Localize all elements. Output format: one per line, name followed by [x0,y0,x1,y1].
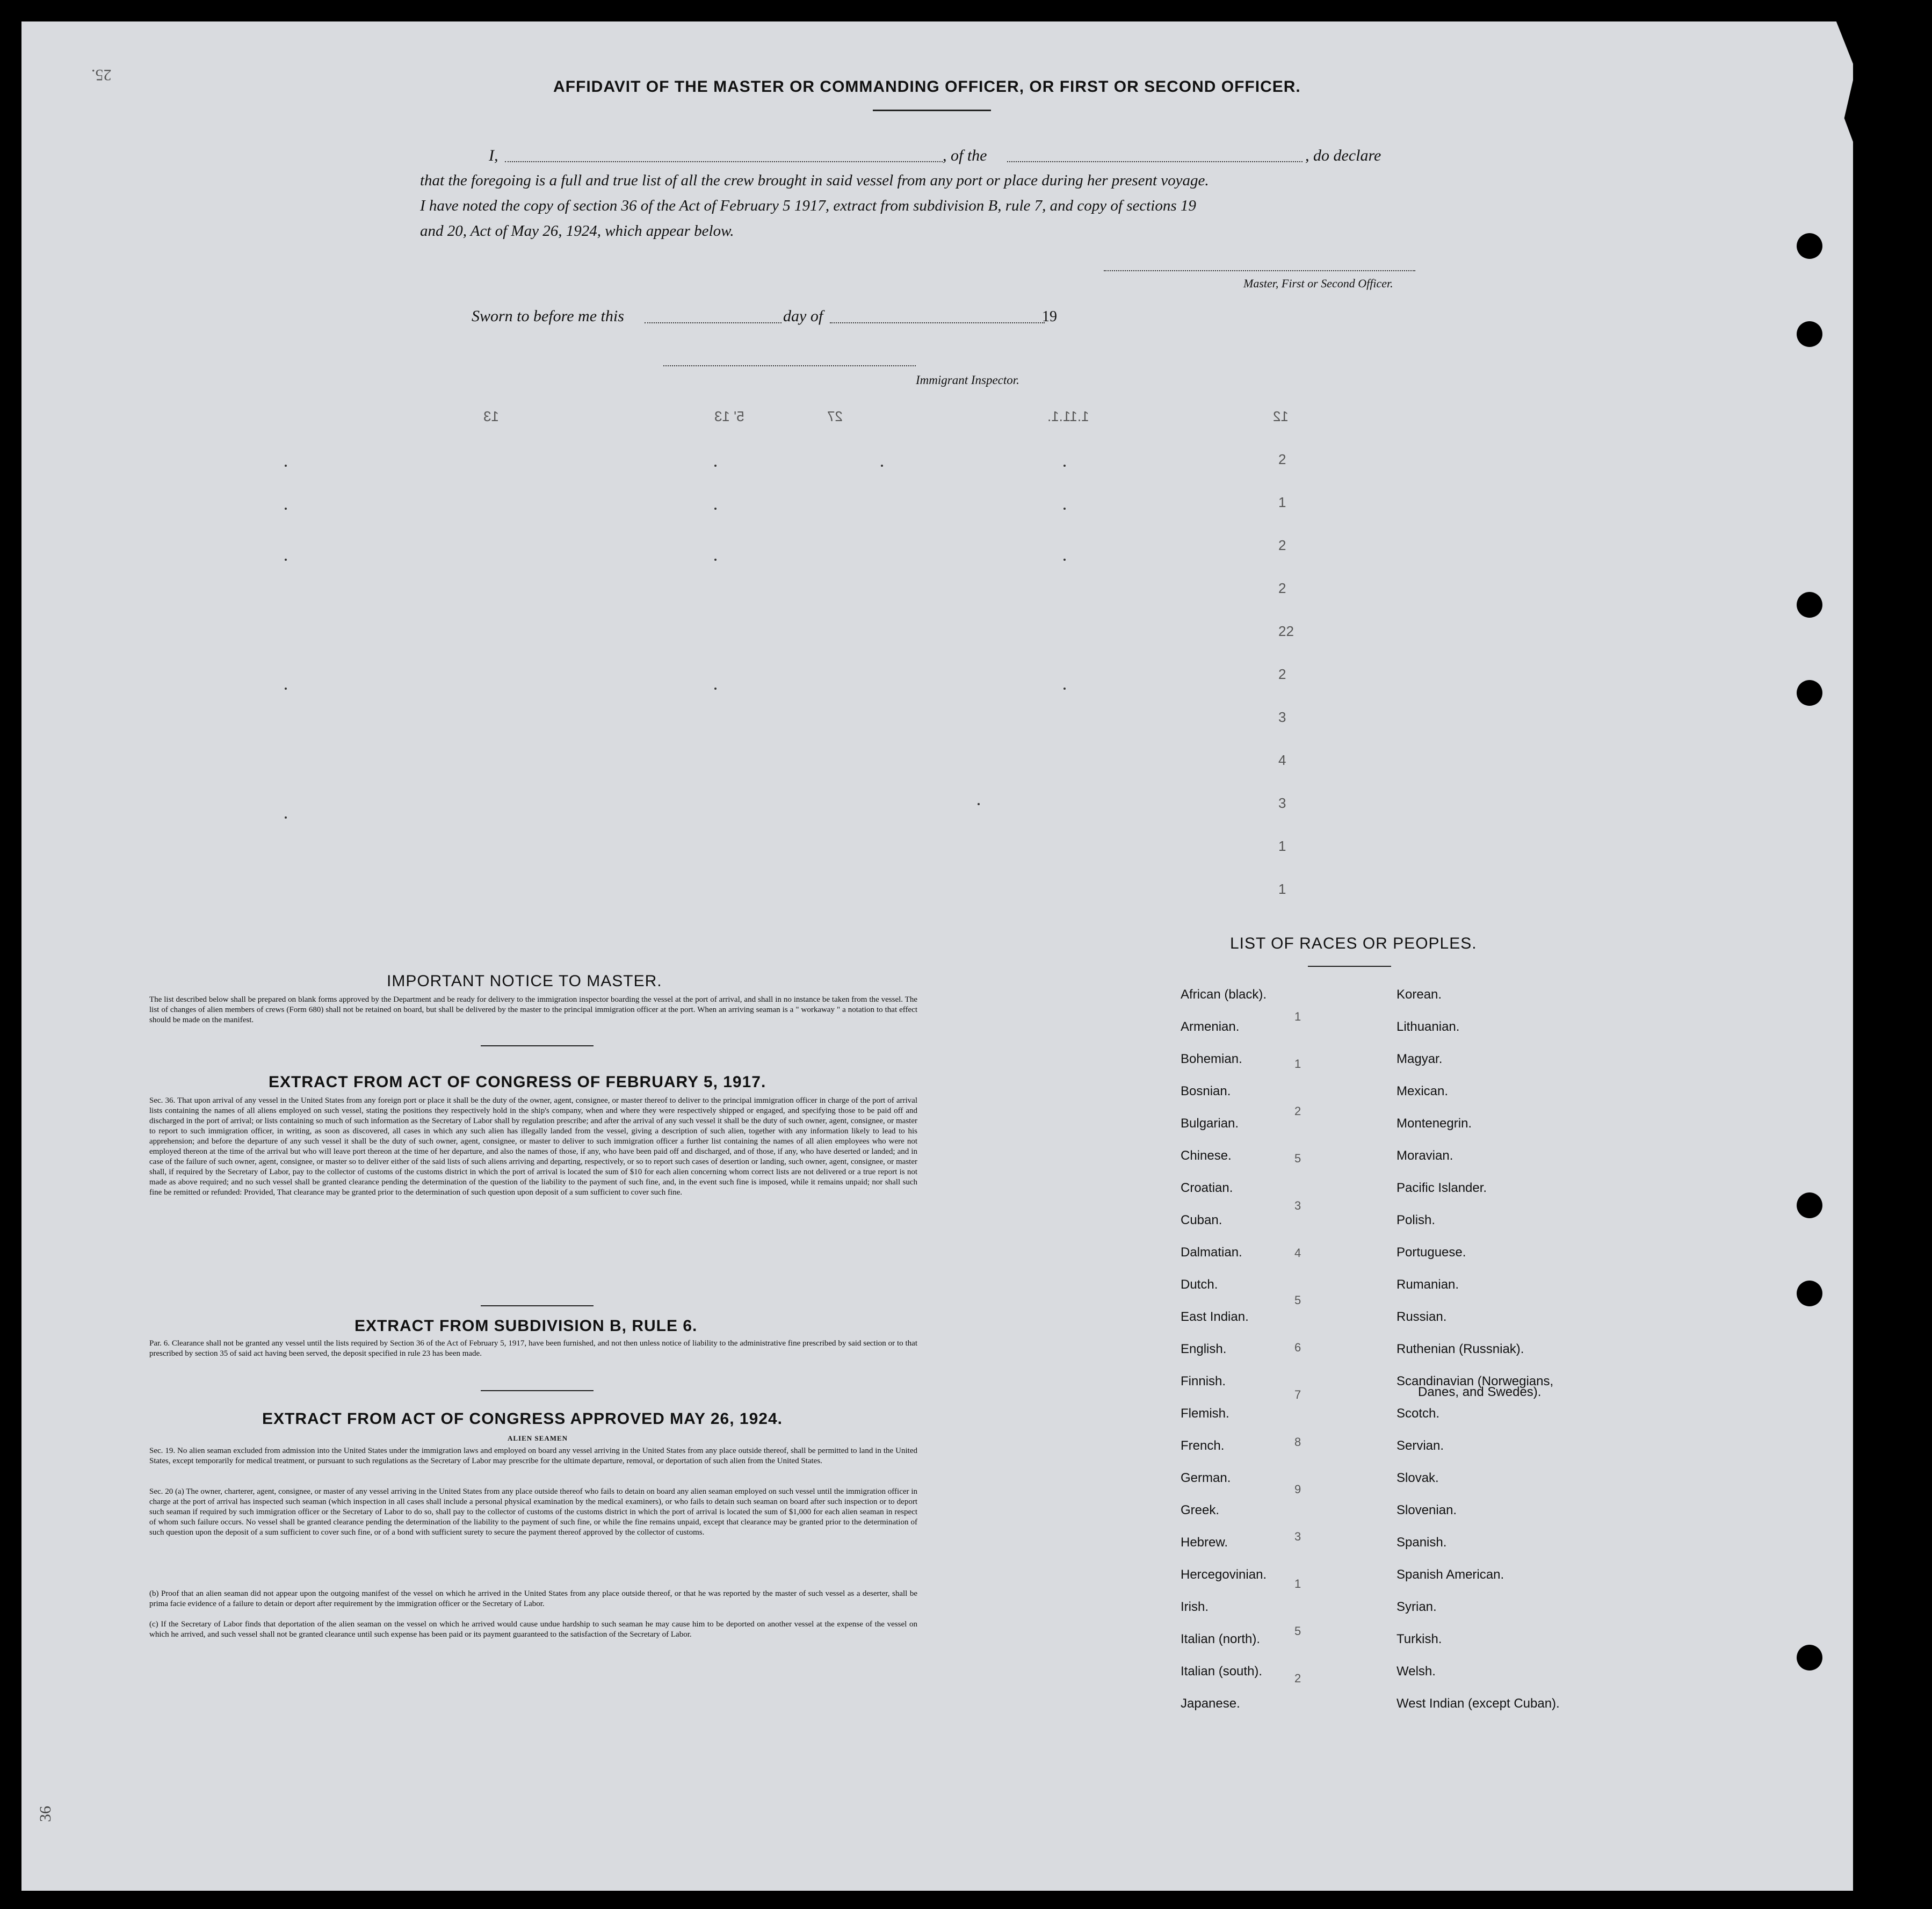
race-item: Spanish American. [1396,1567,1504,1582]
race-item: Danes, and Swedes). [1418,1385,1542,1399]
tally-mark: 3 [1294,1199,1301,1212]
race-item: Croatian. [1181,1181,1233,1195]
tally-mark: 1 [1294,1577,1301,1590]
affidavit-line1-prefix: I, [489,147,498,164]
ghost-mark: 2 [1278,537,1286,553]
tally-mark: 4 [1294,1246,1301,1260]
affidavit-line1-suffix: , do declare [1305,147,1381,164]
extract-1917-title: EXTRACT FROM ACT OF CONGRESS OF FEBRUARY 5, 1917. [269,1073,766,1091]
race-item: Lithuanian. [1396,1019,1460,1034]
inspector-blank[interactable] [663,365,916,366]
race-item: Dutch. [1181,1277,1218,1292]
affidavit-title: AFFIDAVIT OF THE MASTER OR COMMANDING OFFICER, OR FIRST OR SECOND OFFICER. [553,78,1301,96]
race-item: Italian (north). [1181,1632,1261,1646]
extract-1924-sec20b: (b) Proof that an alien seaman did not appear upon the outgoing manifest of the vessel on which he arrived in the United States from any place outside thereof, or that he was reported by the master of such vessel as a deserter, shall be prima facie evidence of a failure to detain or deport after requirement by the immigration officer or the Secretary of Labor. [149,1589,917,1608]
ghost-mark: 5' 13 [714,408,744,424]
ghost-mark: 1 [1278,881,1286,897]
affidavit-line4: and 20, Act of May 26, 1924, which appear below. [420,222,734,240]
tally-mark: 3 [1294,1530,1301,1543]
race-item: Polish. [1396,1213,1436,1227]
tally-mark: 9 [1294,1483,1301,1496]
ghost-mark: 13 [483,408,499,424]
tally-mark: 6 [1294,1341,1301,1354]
race-item: Italian (south). [1181,1664,1263,1679]
affidavit-line1-mid: , of the [943,147,987,164]
race-item: Scotch. [1396,1406,1440,1421]
race-item: Pacific Islander. [1396,1181,1487,1195]
title-underline [873,110,991,111]
tally-mark: 7 [1294,1388,1301,1401]
extract-rule6-body: Par. 6. Clearance shall not be granted any vessel until the lists required by Section 36 of the Act of February 5, 1917, have been furnished, and not then unless notice of liability to the administrative fine prescribed by said section or to that prescribed by section 35 of said act having been served, the deposit specified in rule 23 has been made. [149,1339,917,1358]
punch-hole [1797,680,1822,706]
tally-mark: 8 [1294,1435,1301,1449]
race-item: Flemish. [1181,1406,1229,1421]
speck [1063,465,1066,467]
sworn-month-blank[interactable] [830,322,1045,323]
race-item: Slovak. [1396,1471,1439,1485]
ghost-mark: 22 [1278,623,1294,639]
race-item: Japanese. [1181,1696,1240,1711]
inspector-label: Immigrant Inspector. [916,373,1019,387]
speck [881,465,883,467]
race-item: Moravian. [1396,1148,1453,1163]
speck [1063,688,1066,690]
race-item: Korean. [1396,987,1442,1002]
races-title: LIST OF RACES OR PEOPLES. [1230,935,1477,952]
affidavit-line2: that the foregoing is a full and true list of all the crew brought in said vessel from any port or place during her present voyage. [420,172,1209,189]
race-item: English. [1181,1342,1227,1356]
sworn-mid: day of [783,307,823,325]
ghost-mark: 27 [827,408,843,424]
race-item: Greek. [1181,1503,1220,1517]
race-item: Hercegovinian. [1181,1567,1267,1582]
race-item: German. [1181,1471,1231,1485]
extract-1924-title: EXTRACT FROM ACT OF CONGRESS APPROVED MAY 26, 1924. [262,1410,783,1428]
race-item: Bulgarian. [1181,1116,1239,1131]
sworn-day-blank[interactable] [645,322,782,323]
race-item: Cuban. [1181,1213,1222,1227]
speck [285,559,287,561]
sworn-prefix: Sworn to before me this [472,307,624,325]
ghost-mark: 1 [1278,838,1286,854]
race-item: East Indian. [1181,1310,1249,1324]
race-item: Spanish. [1396,1535,1447,1550]
signature-label: Master, First or Second Officer. [1243,277,1393,290]
race-item: West Indian (except Cuban). [1396,1696,1560,1711]
punch-hole [1797,1192,1822,1218]
race-item: Magyar. [1396,1052,1443,1066]
divider [481,1305,594,1306]
punch-hole [1797,1281,1822,1306]
race-item: Bosnian. [1181,1084,1231,1098]
ghost-mark: 4 [1278,752,1286,768]
signature-blank[interactable] [1104,270,1415,271]
race-item: Mexican. [1396,1084,1449,1098]
race-item: Dalmatian. [1181,1245,1242,1260]
vessel-name-blank[interactable] [1007,161,1303,162]
race-item: Russian. [1396,1310,1447,1324]
ghost-mark: 2 [1278,451,1286,467]
corner-page-mark: 25. [91,66,112,84]
extract-1924-sec19: Sec. 19. No alien seaman excluded from admission into the United States under the immigration laws and employed on board any vessel arriving in the United States from any place outside thereof, shall be permitted to land in the United States, except temporarily for medical treatment, or pursuant to such regulations as the Secretary of Labor may prescribe for the ultimate departure, removal, or deportation of such alien from the United States. [149,1447,917,1465]
punch-hole [1797,321,1822,347]
notice-body: The list described below shall be prepared on blank forms approved by the Department and be ready for delivery to the immigration inspector boarding the vessel at the port of arrival, and shall in no instance be taken from the vessel. The list of changes of alien members of crews (Form 680) shall not be retained on board, but shall be delivered by the master to the principal immigration officer at the port. When an arriving seaman is a " workaway " a notation to that effect should be made on the manifest. [149,995,917,1024]
ghost-mark: 2 [1278,580,1286,596]
race-item: Finnish. [1181,1374,1226,1389]
punch-hole [1797,1645,1822,1671]
race-item: Hebrew. [1181,1535,1228,1550]
race-item: Bohemian. [1181,1052,1242,1066]
speck [285,465,287,467]
tally-mark: 5 [1294,1624,1301,1638]
race-item: Slovenian. [1396,1503,1457,1517]
tally-mark: 2 [1294,1672,1301,1685]
ghost-mark: 3 [1278,795,1286,811]
race-item: Chinese. [1181,1148,1232,1163]
race-item: Ruthenian (Russniak). [1396,1342,1524,1356]
speck [285,508,287,510]
master-name-blank[interactable] [505,161,943,162]
speck [714,508,717,510]
document-page [21,21,1853,1891]
extract-rule6-title: EXTRACT FROM SUBDIVISION B, RULE 6. [354,1317,698,1335]
races-underline [1308,966,1391,967]
speck [1063,559,1066,561]
ghost-mark: 12 [1273,408,1289,424]
punch-hole [1797,592,1822,618]
extract-1924-sec20a: Sec. 20 (a) The owner, charterer, agent, consignee, or master of any vessel arriving in the United States from any place outside thereof who fails to detain on board any alien seaman employed on such vessel until the immigration officer in charge at the port of arrival has inspected such seaman (which inspection in all cases shall include a personal physical examination by the medical examiners), or who fails to detain such seaman on board after such inspection or to deport such seaman if required by such immigration officer or the Secretary of Labor to do so, shall pay to the collector of customs of the customs district in which the port of arrival is located the sum of $1,000 for each alien seaman in respect of whom such failure occurs. No vessel shall be granted clearance pending the determination of the liability to the payment of such fine, or while the fine remains unpaid, except that clearance may be granted prior to the determination of such question upon the deposit of a sum sufficient to cover such fine, or of a bond with sufficient surety to secure the payment thereof approved by the collector of customs. [149,1487,917,1537]
extract-1924-subtitle: ALIEN SEAMEN [508,1434,568,1442]
ghost-mark: 1.11.1. [1047,408,1089,424]
race-item: French. [1181,1438,1225,1453]
punch-hole [1797,233,1822,259]
race-item: Portuguese. [1396,1245,1466,1260]
ghost-mark: 3 [1278,709,1286,725]
race-item: Syrian. [1396,1600,1437,1614]
divider [481,1390,594,1391]
speck [714,688,717,690]
race-item: Servian. [1396,1438,1444,1453]
ghost-mark: 2 [1278,666,1286,682]
tally-mark: 1 [1294,1057,1301,1071]
tally-mark: 5 [1294,1152,1301,1165]
speck [285,688,287,690]
race-item: Montenegrin. [1396,1116,1472,1131]
divider [481,1045,594,1046]
speck [978,803,980,805]
margin-page-mark: 36 [37,1806,54,1822]
tally-mark: 2 [1294,1104,1301,1118]
race-item: African (black). [1181,987,1267,1002]
notice-title: IMPORTANT NOTICE TO MASTER. [387,972,662,990]
race-item: Irish. [1181,1600,1209,1614]
ghost-mark: 1 [1278,494,1286,510]
race-item: Rumanian. [1396,1277,1459,1292]
speck [714,465,717,467]
race-item: Welsh. [1396,1664,1436,1679]
tally-mark: 5 [1294,1293,1301,1307]
race-item: Turkish. [1396,1632,1442,1646]
race-item: Armenian. [1181,1019,1240,1034]
race-item: Scandinavian (Norwegians, [1396,1374,1554,1389]
extract-1924-sec20c: (c) If the Secretary of Labor finds that deportation of the alien seaman on the vessel on which he arrived would cause undue hardship to such seaman he may cause him to be deported on another vessel at the expense of the vessel on which he arrived, and such vessel shall not be granted clearance until such expense has been paid or its payment guaranteed to the satisfaction of the Secretary of Labor. [149,1620,917,1639]
extract-1917-body: Sec. 36. That upon arrival of any vessel in the United States from any foreign port or place it shall be the duty of the owner, agent, consignee, or master thereof to deliver to the principal immigration officer in charge of the port of arrival lists containing the names of all aliens employed on such vessel, stating the positions they respectively hold in the ship's company, when and where they were respectively shipped or engaged, and specifying those to be paid off and discharged in the port of arrival; or lists containing so much of such information as the Secretary of Labor shall by regulation prescribe; and after the arrival of any such vessel it shall be the duty of such owner, agent, consignee, or master to report to such immigration officer, in writing, as soon as discovered, all cases in which any such alien has illegally landed from the vessel, giving a description of such alien, together with any information likely to lead to his apprehension; and before the departure of any such vessel it shall be the duty of such owner, agent, consignee, or master to deliver to such immigration officer a further list containing the names of all alien employees who were not employed thereon at the time of the arrival but who will leave port thereon at the time of her departure, and also the names of those, if any, who have been paid off and discharged, and of those, if any, who have deserted or landed; and in case of the failure of such owner, agent, consignee, or master so to deliver either of the said lists of such aliens arriving and departing, respectively, or so to report such cases of desertion or landing, such owner, agent, consignee, or master shall, if required by the Secretary of Labor, pay to the collector of customs of the customs district in which the port of arrival is located the sum of $10 for each alien concerning whom correct lists are not delivered or a true report is not made as above required; and no such vessel shall be granted clearance pending the determination of the question of the liability to the payment of such fine, and, in the event such fine is imposed, while it remains unpaid; nor shall such fine be remitted or refunded: Provided, That clearance may be granted prior to the determination of such question upon deposit of a sum sufficient to cover such fine. [149,1096,917,1197]
speck [714,559,717,561]
affidavit-line3: I have noted the copy of section 36 of the Act of February 5 1917, extract from subdivision B, rule 7, and copy of sections 19 [420,197,1196,214]
speck [1063,508,1066,510]
speck [285,816,287,819]
tally-mark: 1 [1294,1010,1301,1023]
sworn-year: 19 [1042,308,1057,325]
